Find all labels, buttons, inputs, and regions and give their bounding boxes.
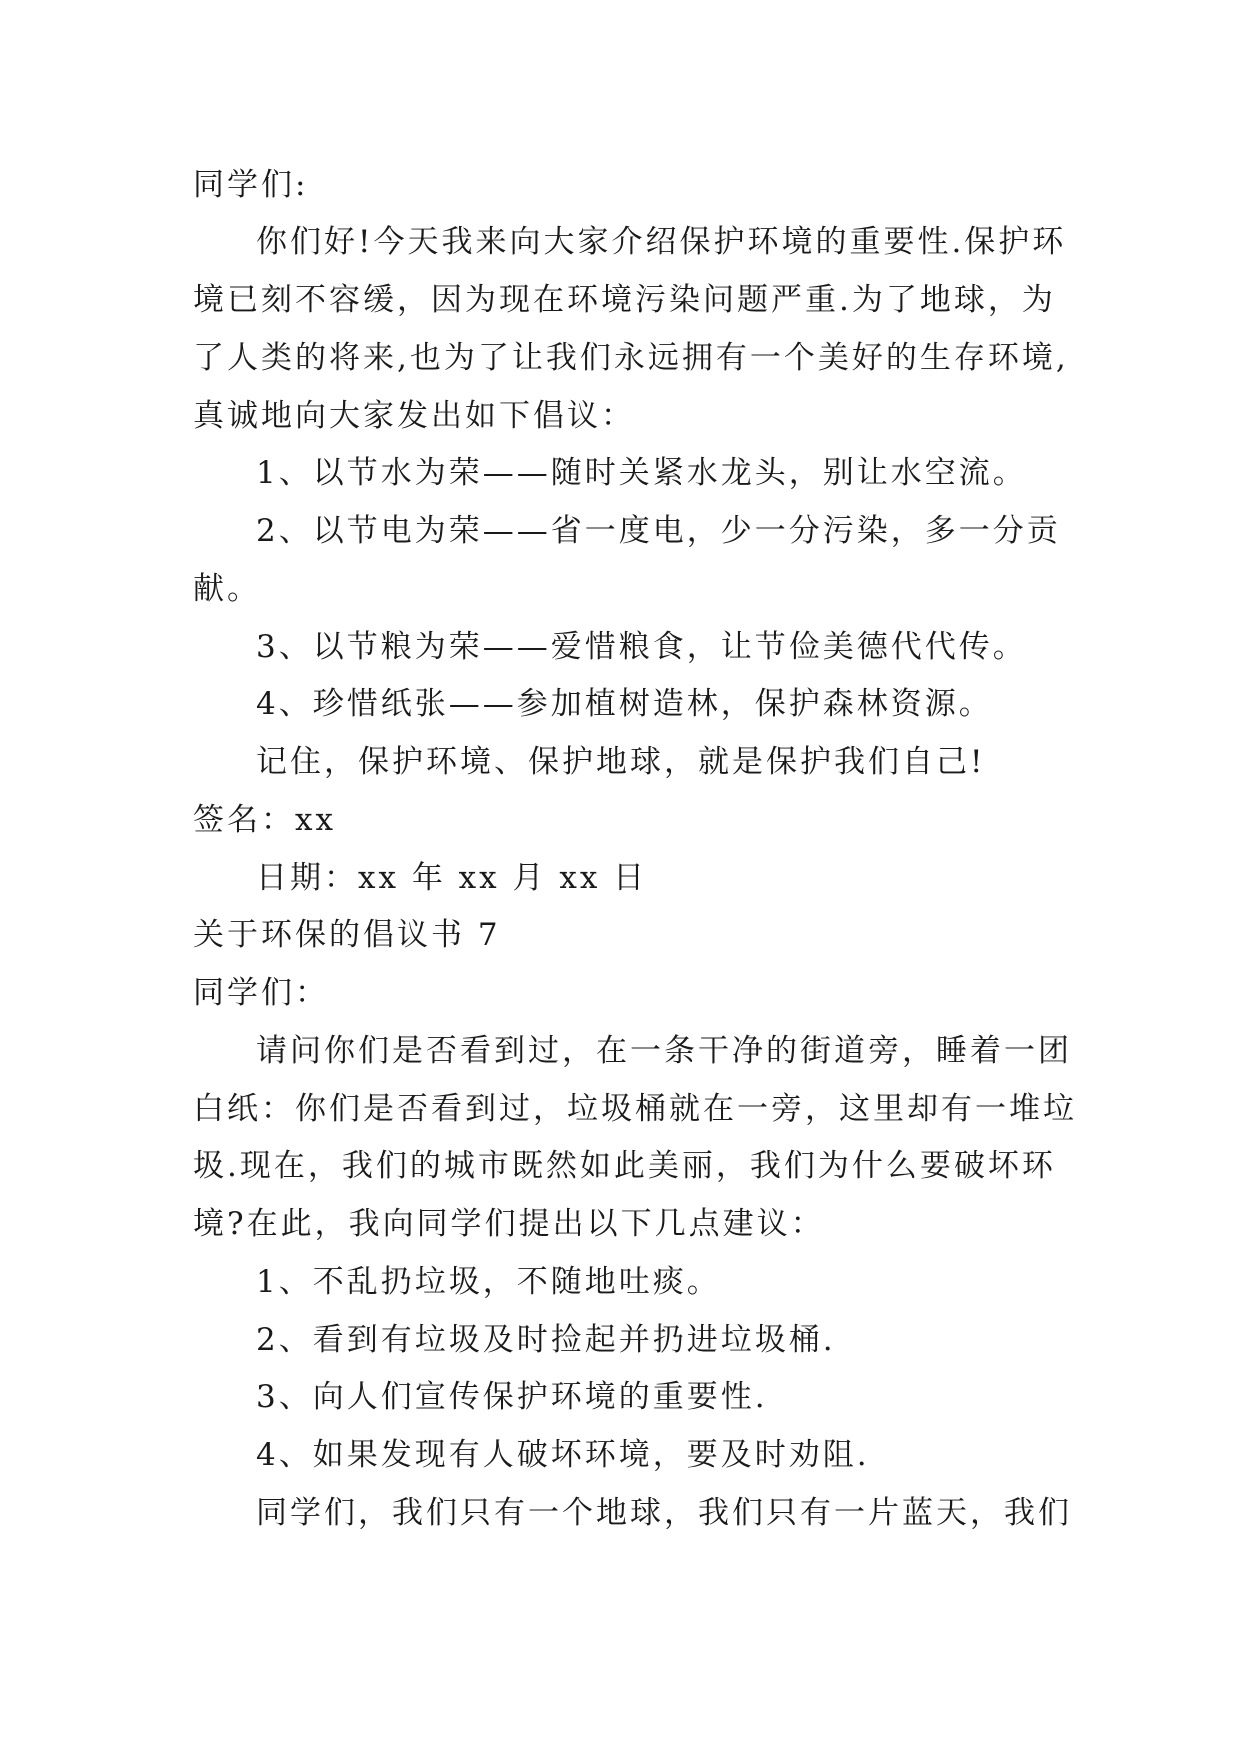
list-item: 4、珍惜纸张——参加植树造林，保护森林资源。 [256,686,993,722]
paragraph-line: 记住，保护环境、保护地球，就是保护我们自己! [256,744,986,780]
paragraph-line: 请问你们是否看到过，在一条干净的街道旁，睡着一团 [256,1033,1072,1069]
list-item: 2、看到有垃圾及时捡起并扔进垃圾桶. [256,1322,836,1358]
list-item: 4、如果发现有人破坏环境，要及时劝阻. [256,1437,870,1473]
list-item: 1、不乱扔垃圾，不随地吐痰。 [256,1264,721,1300]
paragraph-line: 境?在此，我向同学们提出以下几点建议： [193,1206,825,1242]
list-item: 3、以节粮为荣——爱惜粮食，让节俭美德代代传。 [256,629,1027,665]
paragraph-line: 了人类的将来,也为了让我们永远拥有一个美好的生存环境, [193,340,1069,376]
date-line: 日期：xx 年 xx 月 xx 日 [256,860,648,896]
signature-line: 签名：xx [193,802,336,838]
list-item: 3、向人们宣传保护环境的重要性. [256,1379,768,1415]
paragraph-line: 同学们，我们只有一个地球，我们只有一片蓝天，我们 [256,1495,1072,1531]
list-item: 1、以节水为荣——随时关紧水龙头，别让水空流。 [256,455,1027,491]
paragraph-line: 圾.现在，我们的城市既然如此美丽，我们为什么要破坏环 [193,1148,1056,1184]
salutation: 同学们: [193,167,309,203]
paragraph-line: 你们好!今天我来向大家介绍保护环境的重要性.保护环 [256,224,1067,260]
paragraph-line: 境已刻不容缓，因为现在环境污染问题严重.为了地球，为 [193,282,1056,318]
paragraph-line: 献。 [193,571,261,607]
paragraph-line: 真诚地向大家发出如下倡议： [193,398,635,434]
paragraph-line: 白纸：你们是否看到过，垃圾桶就在一旁，这里却有一堆垃 [193,1091,1077,1127]
section-title: 关于环保的倡议书 7 [193,917,501,953]
list-item: 2、以节电为荣——省一度电，少一分污染，多一分贡 [256,513,1061,549]
salutation: 同学们： [193,975,329,1011]
